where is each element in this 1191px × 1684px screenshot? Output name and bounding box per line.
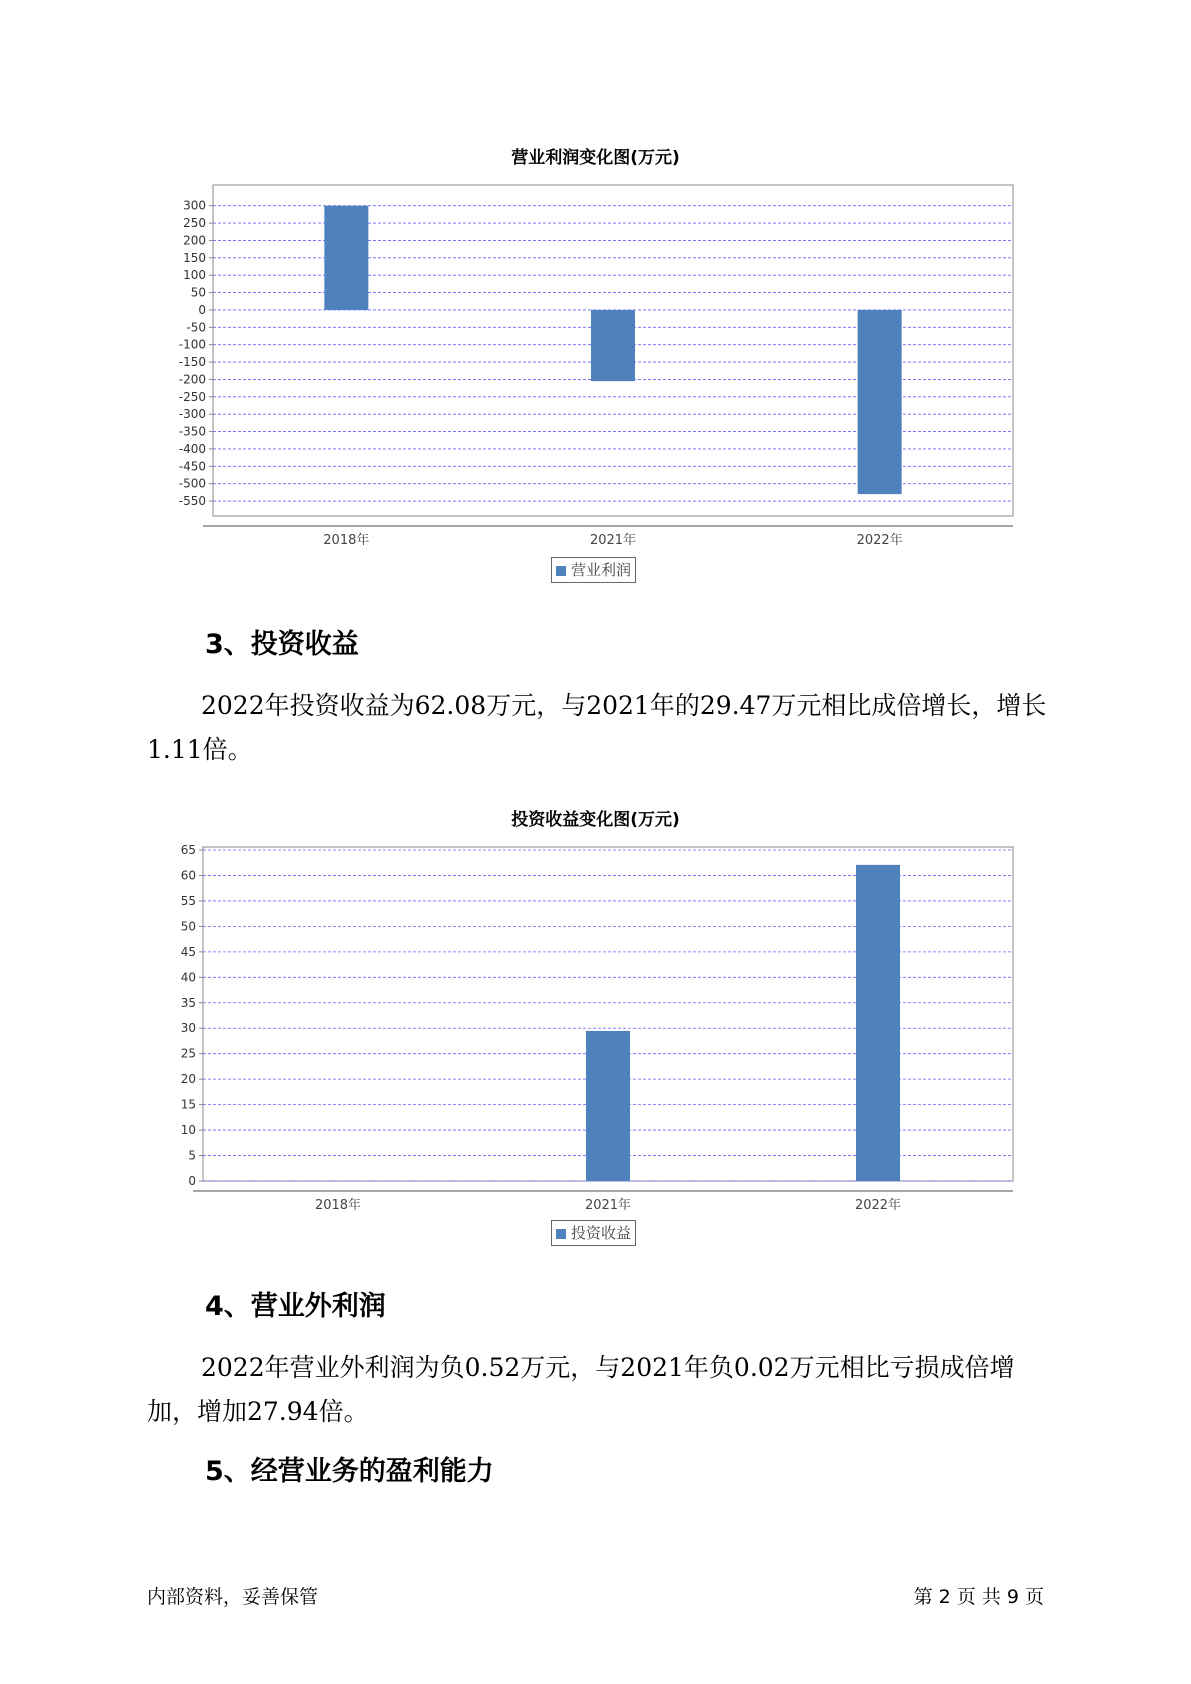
y-tick-label: -300: [178, 407, 206, 422]
y-tick-label: -350: [178, 424, 206, 439]
heading-business-profitability: 5、经营业务的盈利能力: [205, 1456, 494, 1487]
chart-title-operating-profit: 营业利润变化图(万元): [511, 148, 680, 168]
heading-investment-income: 3、投资收益: [205, 629, 359, 660]
y-tick-label: 25: [180, 1046, 196, 1061]
x-tick-label: 2021年: [589, 533, 637, 548]
footer-confidential-note: 内部资料，妥善保管: [147, 1586, 319, 1608]
legend-label: 投资收益: [571, 1224, 632, 1242]
y-tick-label: -400: [178, 441, 206, 456]
y-tick-label: 10: [180, 1123, 196, 1138]
y-tick-label: -150: [178, 355, 206, 370]
bar-2021年: [586, 1031, 630, 1181]
y-tick-label: -200: [178, 372, 206, 387]
y-tick-label: -550: [178, 494, 206, 509]
y-tick-label: 60: [180, 868, 196, 883]
y-tick-label: 45: [180, 944, 196, 959]
paragraph-investment-income: 2022年投资收益为62.08万元，与2021年的29.47万元相比成倍增长，增长1.11倍。: [147, 691, 1047, 764]
chart-title-investment-income: 投资收益变化图(万元): [511, 810, 680, 830]
y-tick-label: 65: [180, 843, 196, 857]
y-tick-label: 250: [183, 216, 206, 231]
x-tick-label: 2018年: [314, 1198, 362, 1213]
y-tick-label: 5: [188, 1148, 196, 1163]
legend-investment-income: [551, 1220, 636, 1246]
y-tick-label: 50: [180, 919, 196, 934]
x-tick-label: 2022年: [854, 1198, 902, 1213]
y-tick-label: -500: [178, 476, 206, 491]
x-tick-label: 2018年: [323, 533, 370, 548]
footer-page-number: 第 2 页 共 9 页: [913, 1586, 1044, 1608]
y-tick-label: 35: [180, 995, 196, 1010]
bar-2022年: [856, 865, 900, 1181]
y-tick-label: 300: [183, 198, 206, 213]
y-tick-label: 0: [188, 1174, 196, 1188]
legend-swatch: [556, 1229, 566, 1239]
legend-label: 营业利润: [571, 561, 632, 579]
y-tick-label: 30: [180, 1021, 196, 1036]
x-tick-label: 2022年: [856, 533, 903, 548]
y-tick-label: 40: [180, 970, 196, 985]
paragraph-non-operating-profit: 2022年营业外利润为负0.52万元，与2021年负0.02万元相比亏损成倍增加，增加27.94倍。: [147, 1353, 1015, 1426]
y-tick-label: -50: [186, 320, 206, 335]
y-tick-label: 55: [180, 893, 196, 908]
y-tick-label: 20: [180, 1072, 196, 1087]
y-tick-label: 150: [183, 250, 206, 265]
y-tick-label: 200: [183, 233, 206, 248]
y-tick-label: 0: [198, 302, 206, 317]
y-tick-label: 100: [183, 268, 206, 283]
y-tick-label: 15: [180, 1097, 196, 1112]
heading-non-operating-profit: 4、营业外利润: [205, 1291, 386, 1322]
y-tick-label: 50: [190, 285, 206, 300]
y-tick-label: -450: [178, 459, 206, 474]
y-tick-label: -100: [178, 337, 206, 352]
y-tick-label: -250: [178, 389, 206, 404]
x-tick-label: 2021年: [584, 1198, 632, 1213]
